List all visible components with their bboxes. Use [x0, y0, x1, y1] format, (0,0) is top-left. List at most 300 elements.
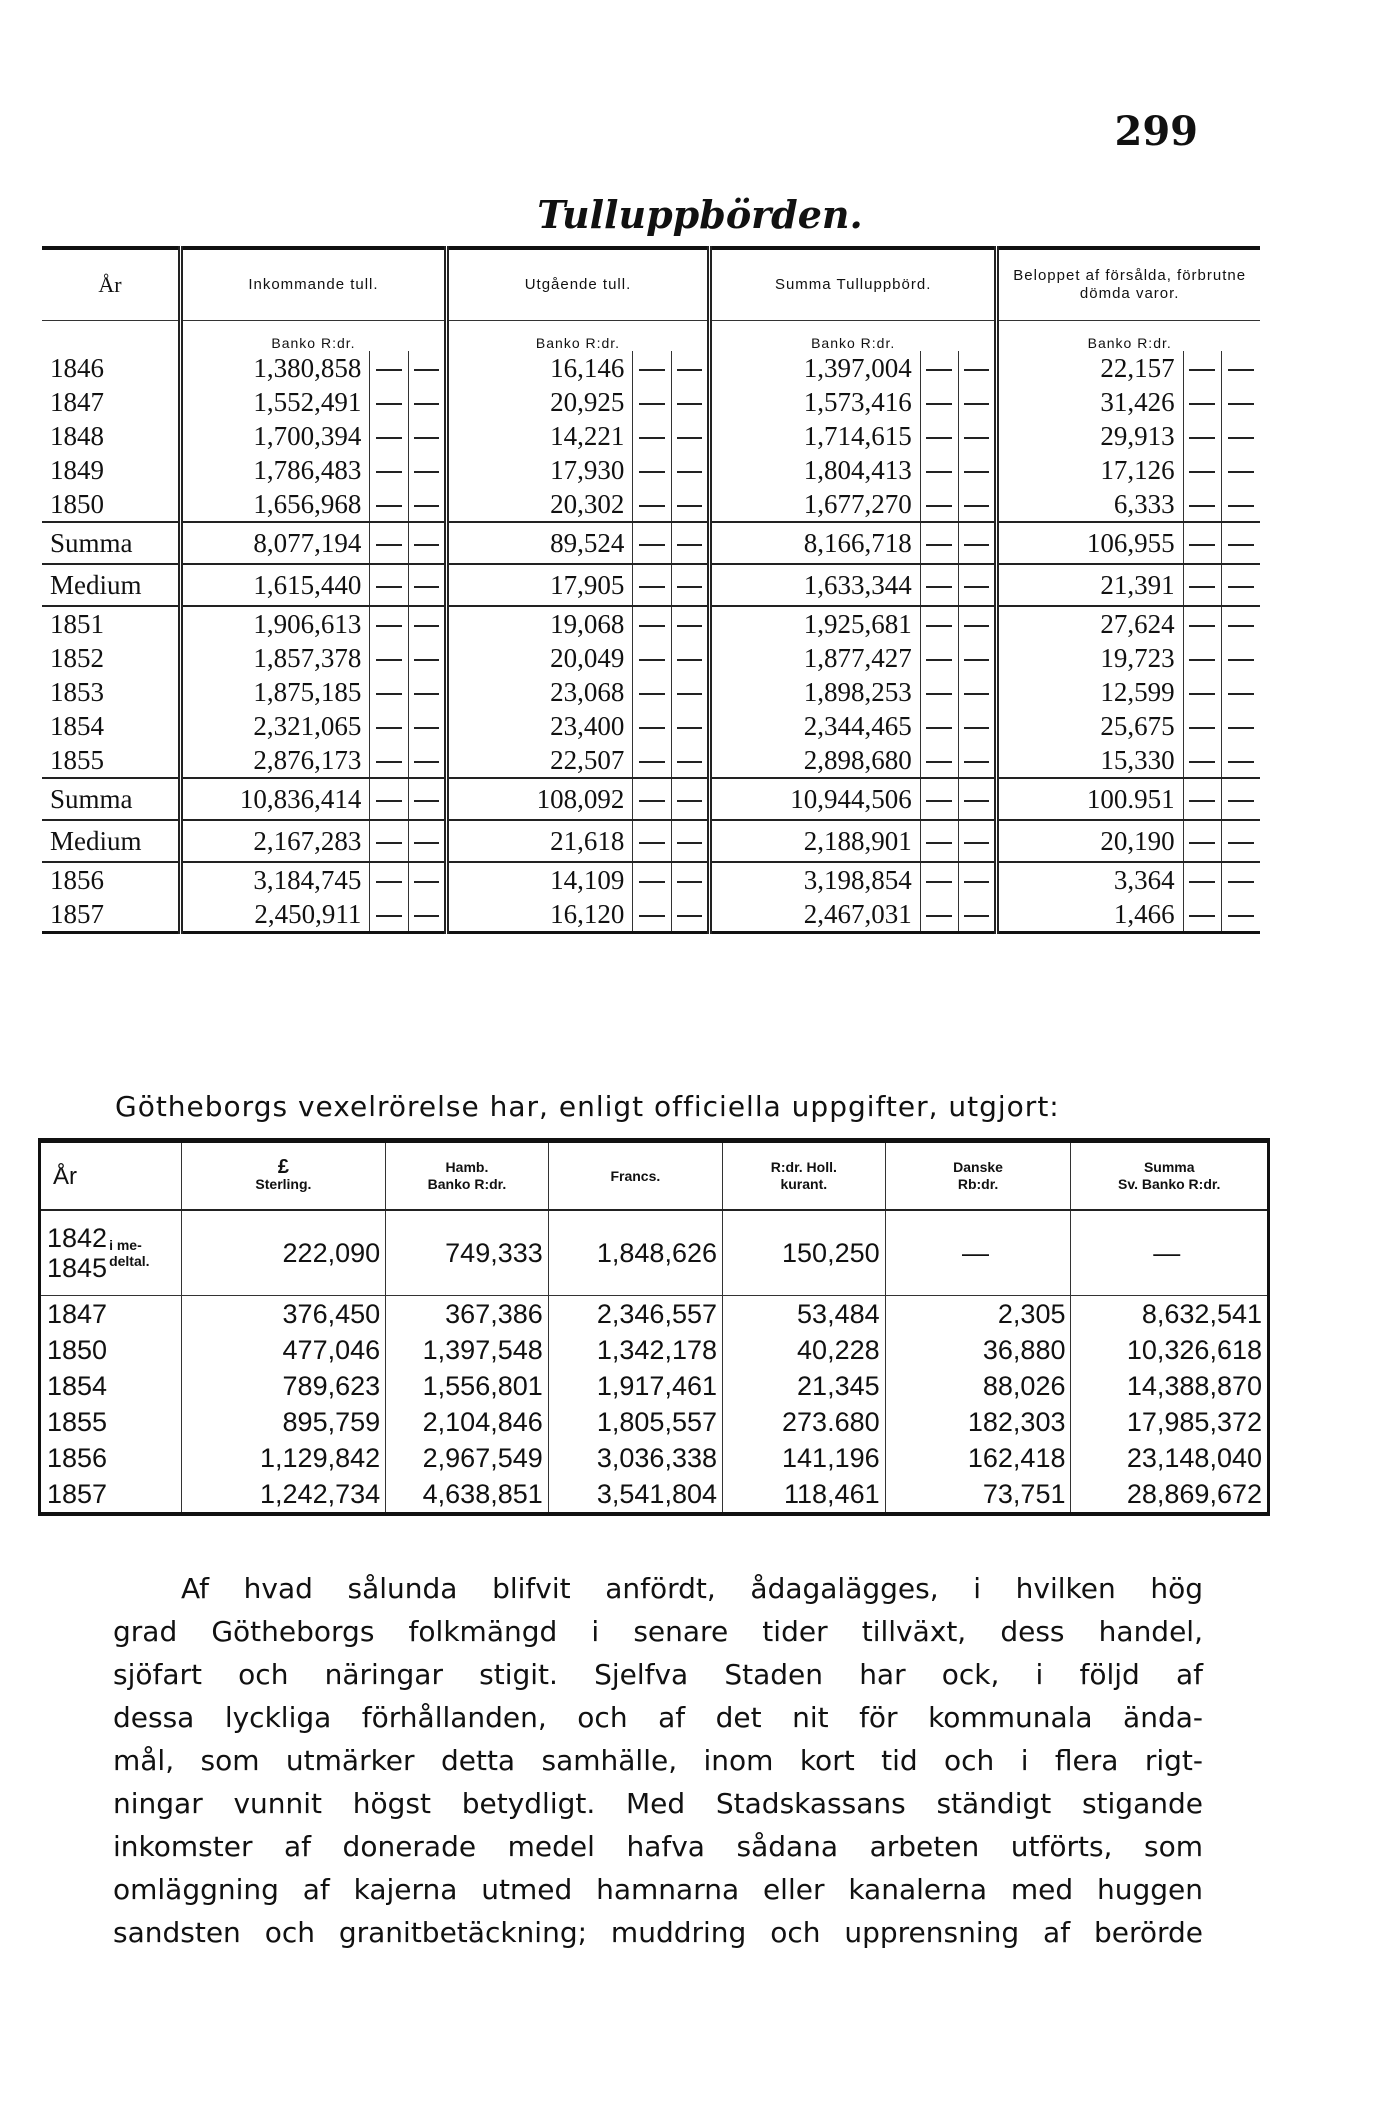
vexel-cell: 4,638,851 — [386, 1476, 549, 1514]
dash-mark — [671, 641, 709, 675]
vexel-table — [38, 1138, 1270, 1516]
tull-cell: 1,786,483 — [180, 453, 370, 487]
dash-mark — [633, 820, 671, 862]
tull-cell: 14,221 — [447, 419, 633, 453]
vexel-cell: 73,751 — [885, 1476, 1071, 1514]
dash-mark — [633, 487, 671, 522]
dash-mark — [1183, 709, 1221, 743]
tull-cell: 108,092 — [447, 778, 633, 820]
tull-row — [42, 564, 1260, 606]
dash-mark — [920, 487, 958, 522]
dash-mark — [1221, 385, 1260, 419]
dash-mark — [408, 641, 446, 675]
dash-mark — [370, 778, 408, 820]
tull-cell: 1,925,681 — [709, 606, 920, 641]
vexel-header-hamb: Hamb. Banko R:dr. — [386, 1141, 549, 1211]
dash-mark — [671, 487, 709, 522]
vexel-cell: 895,759 — [181, 1404, 385, 1440]
tull-year: 1850 — [50, 488, 104, 519]
dash-mark — [1183, 522, 1221, 564]
dash-mark — [920, 564, 958, 606]
dash-mark — [408, 351, 446, 385]
vexel-cell: 1,848,626 — [548, 1210, 722, 1296]
tull-year: 1854 — [50, 710, 104, 741]
vexel-cell: 2,967,549 — [386, 1440, 549, 1476]
dash-mark — [920, 743, 958, 778]
paragraph-line: inkomster af donerade medel hafva sådana arbeten utförts, som — [113, 1830, 1203, 1863]
dash-mark — [370, 743, 408, 778]
tull-year: 1856 — [50, 864, 104, 895]
dash-mark — [1183, 641, 1221, 675]
tull-cell: 3,364 — [997, 862, 1183, 897]
tull-cell: 1,714,615 — [709, 419, 920, 453]
vexel-year: 1856 — [47, 1442, 108, 1473]
paragraph-line: sandsten och granitbetäckning; muddring och upprensning af berörde — [113, 1916, 1203, 1949]
vexel-header-francs: Francs. — [548, 1141, 722, 1211]
vexel-cell: 88,026 — [885, 1368, 1071, 1404]
dash-mark — [671, 385, 709, 419]
tull-cell: 1,633,344 — [709, 564, 920, 606]
tull-cell: 16,120 — [447, 897, 633, 933]
vexel-cell: 23,148,040 — [1071, 1440, 1269, 1476]
dash-mark — [959, 897, 997, 933]
tull-cell: 21,618 — [447, 820, 633, 862]
vexel-year: 1857 — [47, 1478, 108, 1509]
tull-cell: 20,925 — [447, 385, 633, 419]
tull-cell: 89,524 — [447, 522, 633, 564]
tull-cell: 10,944,506 — [709, 778, 920, 820]
vexel-row — [40, 1368, 1269, 1404]
dash-mark — [1221, 675, 1260, 709]
dash-mark — [1183, 487, 1221, 522]
dash-mark — [408, 453, 446, 487]
tull-row — [42, 862, 1260, 897]
dash-mark — [408, 743, 446, 778]
tull-cell: 20,049 — [447, 641, 633, 675]
dash-mark — [671, 675, 709, 709]
vexel-cell: 2,305 — [885, 1296, 1071, 1333]
tull-row — [42, 778, 1260, 820]
paragraph-line: ningar vunnit högst betydligt. Med Stadskassans ständigt stigande — [113, 1787, 1203, 1820]
vexel-cell: 1,342,178 — [548, 1332, 722, 1368]
dash-mark — [959, 778, 997, 820]
dash-mark — [959, 453, 997, 487]
dash-mark — [1183, 862, 1221, 897]
tull-cell: 22,157 — [997, 351, 1183, 385]
dash-mark — [671, 522, 709, 564]
dash-mark — [1221, 522, 1260, 564]
dash-mark — [1183, 564, 1221, 606]
paragraph-line: dessa lyckliga förhållanden, och af det nit för kommunala ända- — [113, 1701, 1203, 1734]
dash-mark — [671, 419, 709, 453]
vexel-cell: 3,541,804 — [548, 1476, 722, 1514]
tull-cell: 6,333 — [997, 487, 1183, 522]
dash-mark — [959, 862, 997, 897]
vexel-row — [40, 1440, 1269, 1476]
vexel-year: 1855 — [47, 1406, 108, 1437]
dash-mark — [959, 641, 997, 675]
vexel-row — [40, 1296, 1269, 1333]
dash-mark — [1221, 897, 1260, 933]
medeltal-label: i me- deltal. — [109, 1237, 150, 1269]
dash-mark — [920, 862, 958, 897]
dash-mark — [633, 709, 671, 743]
dash-mark — [671, 351, 709, 385]
vexel-cell: 749,333 — [386, 1210, 549, 1296]
dash-mark — [408, 606, 446, 641]
tull-cell: 3,198,854 — [709, 862, 920, 897]
vexel-heading: Götheborgs vexelrörelse har, enligt officiella uppgifter, utgjort: — [115, 1090, 1060, 1123]
vexel-row — [40, 1332, 1269, 1368]
tull-cell: 1,615,440 — [180, 564, 370, 606]
tull-cell: 12,599 — [997, 675, 1183, 709]
vexel-cell: 36,880 — [885, 1332, 1071, 1368]
tull-cell: 23,400 — [447, 709, 633, 743]
tull-cell: 106,955 — [997, 522, 1183, 564]
tull-cell: 1,906,613 — [180, 606, 370, 641]
dash-mark — [633, 778, 671, 820]
dash-mark — [370, 522, 408, 564]
dash-mark — [1221, 419, 1260, 453]
dash-mark — [920, 522, 958, 564]
vexel-header-sterling: £ Sterling. — [181, 1141, 385, 1211]
tull-cell: 100.951 — [997, 778, 1183, 820]
vexel-cell: — — [1071, 1210, 1269, 1296]
dash-mark — [370, 564, 408, 606]
tull-year: 1849 — [50, 454, 104, 485]
vexel-row-1842-1845 — [40, 1210, 1269, 1296]
dash-mark — [633, 862, 671, 897]
tull-cell: 1,898,253 — [709, 675, 920, 709]
dash-mark — [959, 675, 997, 709]
dash-mark — [959, 419, 997, 453]
tull-cell: 1,573,416 — [709, 385, 920, 419]
dash-mark — [671, 743, 709, 778]
tull-cell: 29,913 — [997, 419, 1183, 453]
paragraph-line: mål, som utmärker detta samhälle, inom kort tid och i flera rigt- — [113, 1744, 1203, 1777]
tull-cell: 25,675 — [997, 709, 1183, 743]
tull-year: 1852 — [50, 642, 104, 673]
dash-mark — [1221, 641, 1260, 675]
dash-mark — [671, 862, 709, 897]
dash-mark — [408, 487, 446, 522]
dash-mark — [671, 453, 709, 487]
vexel-cell: 1,129,842 — [181, 1440, 385, 1476]
dash-mark — [370, 351, 408, 385]
dash-mark — [1221, 564, 1260, 606]
dash-mark — [671, 709, 709, 743]
dash-mark — [959, 743, 997, 778]
tull-cell: 2,450,911 — [180, 897, 370, 933]
dash-mark — [633, 641, 671, 675]
vexel-cell: 8,632,541 — [1071, 1296, 1269, 1333]
paragraph-line: grad Götheborgs folkmängd i senare tider tillväxt, dess handel, — [113, 1615, 1203, 1648]
dash-mark — [408, 419, 446, 453]
tull-cell: 23,068 — [447, 675, 633, 709]
dash-mark — [959, 385, 997, 419]
vexel-cell: 162,418 — [885, 1440, 1071, 1476]
paragraph-line: sjöfart och näringar stigit. Sjelfva Staden har ock, i följd af — [113, 1658, 1203, 1691]
tull-cell: 1,875,185 — [180, 675, 370, 709]
tull-cell: 8,077,194 — [180, 522, 370, 564]
dash-mark — [1221, 453, 1260, 487]
dash-mark — [959, 709, 997, 743]
dash-mark — [1221, 606, 1260, 641]
vexel-cell: 1,242,734 — [181, 1476, 385, 1514]
dash-mark — [633, 453, 671, 487]
vexel-cell: 789,623 — [181, 1368, 385, 1404]
tull-header-utgaende: Utgående tull. — [447, 248, 710, 321]
dash-mark — [920, 897, 958, 933]
tull-cell: 2,876,173 — [180, 743, 370, 778]
dash-mark — [959, 522, 997, 564]
tull-row — [42, 606, 1260, 641]
tull-year: Medium — [42, 820, 180, 862]
tull-header-beloppet: Beloppet af försålda, förbrutne dömda varor. — [997, 248, 1260, 321]
vexel-cell: 28,869,672 — [1071, 1476, 1269, 1514]
tull-year: Medium — [42, 564, 180, 606]
tull-cell: 2,188,901 — [709, 820, 920, 862]
dash-mark — [959, 351, 997, 385]
dash-mark — [920, 675, 958, 709]
vexel-header-summa: Summa Sv. Banko R:dr. — [1071, 1141, 1269, 1211]
dash-mark — [370, 862, 408, 897]
tull-row — [42, 522, 1260, 564]
vexel-cell: 367,386 — [386, 1296, 549, 1333]
tull-cell: 2,898,680 — [709, 743, 920, 778]
vexel-cell: 1,917,461 — [548, 1368, 722, 1404]
dash-mark — [1183, 820, 1221, 862]
dash-mark — [633, 564, 671, 606]
dash-mark — [1183, 778, 1221, 820]
vexel-cell: 376,450 — [181, 1296, 385, 1333]
dash-mark — [1183, 897, 1221, 933]
tull-cell: 10,836,414 — [180, 778, 370, 820]
dash-mark — [408, 675, 446, 709]
tull-cell: 17,905 — [447, 564, 633, 606]
dash-mark — [959, 820, 997, 862]
dash-mark — [370, 453, 408, 487]
dash-mark — [370, 641, 408, 675]
dash-mark — [633, 522, 671, 564]
dash-mark — [1183, 675, 1221, 709]
dash-mark — [671, 778, 709, 820]
vexel-cell: 14,388,870 — [1071, 1368, 1269, 1404]
tull-year: 1853 — [50, 676, 104, 707]
tull-cell: 1,877,427 — [709, 641, 920, 675]
tull-row — [42, 351, 1260, 385]
dash-mark — [920, 606, 958, 641]
paragraph-line: Af hvad sålunda blifvit anfördt, ådagalägges, i hvilken hög — [181, 1572, 1203, 1605]
tull-year: 1851 — [50, 608, 104, 639]
tull-cell: 31,426 — [997, 385, 1183, 419]
tull-cell: 16,146 — [447, 351, 633, 385]
dash-mark — [920, 820, 958, 862]
tull-row — [42, 675, 1260, 709]
dash-mark — [633, 385, 671, 419]
vexel-header-danske: Danske Rb:dr. — [885, 1141, 1071, 1211]
dash-mark — [920, 385, 958, 419]
tull-year: Summa — [42, 522, 180, 564]
vexel-row — [40, 1476, 1269, 1514]
dash-mark — [370, 487, 408, 522]
vexel-cell: 10,326,618 — [1071, 1332, 1269, 1368]
dash-mark — [1183, 419, 1221, 453]
dash-mark — [671, 897, 709, 933]
tull-cell: 8,166,718 — [709, 522, 920, 564]
vexel-header-holl: R:dr. Holl. kurant. — [723, 1141, 886, 1211]
vexel-cell: 2,346,557 — [548, 1296, 722, 1333]
tull-cell: 1,677,270 — [709, 487, 920, 522]
vexel-cell: 222,090 — [181, 1210, 385, 1296]
tull-cell: 19,068 — [447, 606, 633, 641]
vexel-cell: 141,196 — [723, 1440, 886, 1476]
dash-mark — [959, 606, 997, 641]
dash-mark — [1183, 743, 1221, 778]
vexel-year-range: 1842 1845i me- deltal. — [40, 1210, 182, 1296]
dash-mark — [1221, 709, 1260, 743]
dash-mark — [370, 709, 408, 743]
tull-year: Summa — [42, 778, 180, 820]
vexel-cell: 150,250 — [723, 1210, 886, 1296]
dash-mark — [633, 897, 671, 933]
tull-cell: 20,302 — [447, 487, 633, 522]
vexel-cell: 1,397,548 — [386, 1332, 549, 1368]
dash-mark — [1221, 820, 1260, 862]
vexel-cell: 17,985,372 — [1071, 1404, 1269, 1440]
dash-mark — [408, 897, 446, 933]
vexel-year: 1850 — [47, 1334, 108, 1365]
tull-cell: 3,184,745 — [180, 862, 370, 897]
tull-cell: 1,656,968 — [180, 487, 370, 522]
dash-mark — [1221, 487, 1260, 522]
dash-mark — [408, 564, 446, 606]
dash-mark — [959, 487, 997, 522]
dash-mark — [671, 564, 709, 606]
dash-mark — [370, 419, 408, 453]
dash-mark — [633, 743, 671, 778]
page-number: 299 — [1114, 108, 1198, 155]
dash-mark — [1221, 743, 1260, 778]
tull-row — [42, 709, 1260, 743]
tull-header-summa: Summa Tulluppbörd. — [709, 248, 996, 321]
tull-unit: Banko R:dr. — [997, 321, 1260, 352]
vexel-year: 1854 — [47, 1370, 108, 1401]
dash-mark — [671, 820, 709, 862]
tull-cell: 1,804,413 — [709, 453, 920, 487]
dash-mark — [633, 606, 671, 641]
dash-mark — [1183, 351, 1221, 385]
body-paragraph — [113, 1567, 1203, 1954]
dash-mark — [370, 897, 408, 933]
tull-year: 1848 — [50, 420, 104, 451]
tull-cell: 19,723 — [997, 641, 1183, 675]
dash-mark — [633, 419, 671, 453]
tull-cell: 1,552,491 — [180, 385, 370, 419]
tull-year: 1846 — [50, 352, 104, 383]
vexel-cell: 477,046 — [181, 1332, 385, 1368]
tull-cell: 1,466 — [997, 897, 1183, 933]
tull-year: 1855 — [50, 744, 104, 775]
tull-cell: 27,624 — [997, 606, 1183, 641]
tull-cell: 22,507 — [447, 743, 633, 778]
dash-mark — [920, 641, 958, 675]
tull-unit: Banko R:dr. — [180, 321, 446, 352]
tull-cell: 14,109 — [447, 862, 633, 897]
vexel-cell: 182,303 — [885, 1404, 1071, 1440]
dash-mark — [408, 385, 446, 419]
tull-header-year: År — [42, 248, 180, 321]
tull-year: 1857 — [50, 898, 104, 929]
tull-cell: 17,930 — [447, 453, 633, 487]
vexel-cell: 1,556,801 — [386, 1368, 549, 1404]
dash-mark — [408, 709, 446, 743]
vexel-header-year: År — [40, 1141, 182, 1211]
dash-mark — [408, 778, 446, 820]
dash-mark — [633, 351, 671, 385]
dash-mark — [1221, 778, 1260, 820]
section-title: Tulluppbörden. — [537, 192, 863, 237]
vexel-cell: 3,036,338 — [548, 1440, 722, 1476]
tull-cell: 21,391 — [997, 564, 1183, 606]
vexel-cell: 21,345 — [723, 1368, 886, 1404]
tull-row — [42, 487, 1260, 522]
dash-mark — [920, 778, 958, 820]
tull-year: 1847 — [50, 386, 104, 417]
dash-mark — [1221, 862, 1260, 897]
tull-cell: 1,857,378 — [180, 641, 370, 675]
tull-cell: 2,467,031 — [709, 897, 920, 933]
dash-mark — [408, 522, 446, 564]
tull-header-inkommande: Inkommande tull. — [180, 248, 446, 321]
dash-mark — [408, 862, 446, 897]
tull-unit: Banko R:dr. — [709, 321, 996, 352]
tull-cell: 17,126 — [997, 453, 1183, 487]
tull-unit: Banko R:dr. — [447, 321, 710, 352]
paragraph-line: omläggning af kajerna utmed hamnarna eller kanalerna med huggen — [113, 1873, 1203, 1906]
vexel-cell: 273.680 — [723, 1404, 886, 1440]
dash-mark — [1183, 606, 1221, 641]
dash-mark — [370, 606, 408, 641]
vexel-cell: 53,484 — [723, 1296, 886, 1333]
vexel-cell: 1,805,557 — [548, 1404, 722, 1440]
vexel-cell: — — [885, 1210, 1071, 1296]
dash-mark — [1221, 351, 1260, 385]
tull-cell: 20,190 — [997, 820, 1183, 862]
dash-mark — [920, 709, 958, 743]
dash-mark — [671, 606, 709, 641]
dash-mark — [370, 820, 408, 862]
vexel-year: 1847 — [47, 1298, 108, 1329]
tull-row — [42, 385, 1260, 419]
tull-cell: 2,167,283 — [180, 820, 370, 862]
dash-mark — [370, 385, 408, 419]
tull-cell: 1,397,004 — [709, 351, 920, 385]
dash-mark — [633, 675, 671, 709]
dash-mark — [1183, 453, 1221, 487]
vexel-cell: 118,461 — [723, 1476, 886, 1514]
tull-row — [42, 820, 1260, 862]
dash-mark — [1183, 385, 1221, 419]
dash-mark — [370, 675, 408, 709]
tull-cell: 2,321,065 — [180, 709, 370, 743]
tull-cell: 1,700,394 — [180, 419, 370, 453]
tull-cell: 15,330 — [997, 743, 1183, 778]
tull-row — [42, 641, 1260, 675]
dash-mark — [920, 419, 958, 453]
tull-row — [42, 453, 1260, 487]
tull-cell: 2,344,465 — [709, 709, 920, 743]
